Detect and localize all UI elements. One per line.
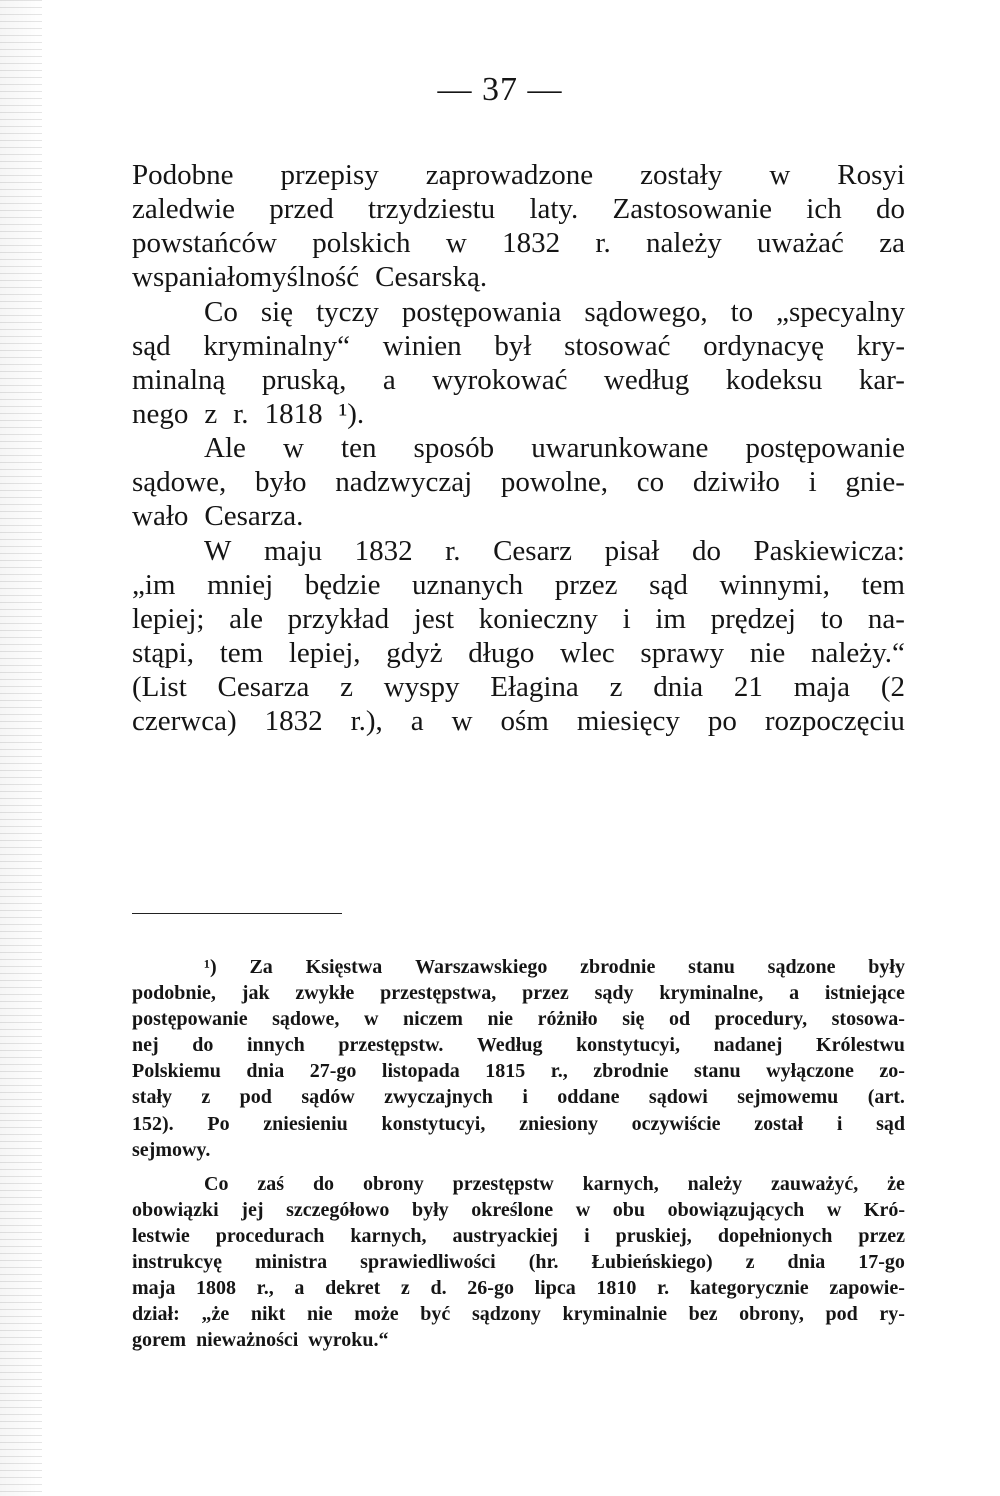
text-line [132, 226, 905, 260]
word: 1832 [502, 227, 561, 260]
text-line [132, 602, 905, 636]
word: r. [233, 397, 249, 430]
word: maja [132, 1277, 176, 1300]
word: Za [249, 956, 273, 978]
word: w [363, 1008, 379, 1031]
word: tem [861, 568, 905, 601]
word: stosowa- [831, 1008, 905, 1031]
word: 1815 [485, 1060, 526, 1083]
word: przepisy [280, 159, 379, 191]
word: dziwiło [692, 466, 780, 499]
word: przed [269, 193, 334, 226]
word: przestępstw [452, 1172, 554, 1195]
word: z [201, 1086, 211, 1109]
footnote-line [132, 1171, 905, 1197]
word: długo [468, 636, 535, 669]
word: sądowi [648, 1086, 708, 1109]
word: po [707, 705, 737, 738]
word: ten [341, 432, 377, 465]
word: kryminalny“ [203, 329, 350, 362]
word: (hr. [528, 1251, 559, 1274]
word: lepiej, [288, 636, 361, 669]
word: (art. [867, 1086, 905, 1109]
word: r. [445, 534, 461, 567]
word: należy [687, 1172, 743, 1195]
word: w [451, 705, 473, 738]
word: powstańców [132, 227, 277, 260]
word: sądzone [767, 956, 836, 978]
word: maju [263, 534, 322, 567]
word: nie [487, 1008, 514, 1031]
word: sprawiedliwości [360, 1251, 496, 1274]
word: nadanej [713, 1034, 783, 1057]
word: pruskiej, [615, 1224, 692, 1247]
word: lipca [534, 1277, 576, 1300]
footnote-line [132, 954, 905, 980]
word: według [603, 363, 690, 396]
word: sposób [413, 432, 495, 465]
word: d. [430, 1277, 447, 1300]
word: zniesiony [519, 1112, 598, 1135]
word: do [875, 193, 905, 226]
word: 1832 [264, 705, 323, 738]
word: zwykłe [295, 982, 355, 1005]
text-line [132, 397, 905, 431]
word: zo- [879, 1060, 905, 1083]
word: zaś [257, 1172, 285, 1195]
word: jej [241, 1198, 264, 1221]
word: istniejące [824, 982, 905, 1005]
word: Podobne [132, 159, 234, 191]
word: należy.“ [810, 636, 905, 669]
footnote-line [132, 1137, 905, 1163]
word: powolne, [500, 466, 608, 499]
word: 1808 [196, 1277, 236, 1300]
word: nie [306, 1303, 333, 1326]
page-number: — 37 — [437, 71, 563, 108]
word: Ale [204, 432, 246, 465]
word: ośm [500, 705, 549, 738]
word: wyłączone [766, 1060, 854, 1083]
word: obrony, [739, 1303, 804, 1326]
word: Paskiewicza: [753, 534, 905, 567]
word: Królestwu [816, 1034, 905, 1057]
word: gnie- [845, 466, 905, 499]
word: „specyalny [776, 295, 905, 328]
footnote-line [132, 1006, 905, 1032]
text-line [132, 431, 905, 465]
word: co [636, 466, 665, 499]
text-line [132, 260, 905, 294]
footnote-gap [132, 1163, 905, 1171]
word: do [691, 534, 721, 567]
word: r. [657, 1277, 670, 1300]
word: sądowe, [132, 466, 227, 499]
word: procedurach [215, 1224, 325, 1247]
footnote-line [132, 1327, 905, 1353]
word: w [769, 159, 791, 191]
word: zaledwie [132, 193, 236, 226]
footnotes [132, 954, 905, 1353]
word: Kró- [863, 1198, 905, 1221]
word: postępowania [401, 295, 562, 328]
text-line [132, 670, 905, 704]
word: Warszawskiego [415, 956, 548, 978]
word: stanu [693, 1060, 741, 1083]
word: polskich [312, 227, 411, 260]
word: nadzwyczaj [335, 466, 473, 499]
word: instrukcyę [132, 1251, 222, 1274]
word: bez [688, 1303, 718, 1326]
word: obowiązujących [667, 1198, 805, 1221]
word: wlec [560, 636, 615, 669]
word: to [820, 602, 844, 635]
word: uznanych [412, 568, 524, 601]
word: wyspy [383, 671, 460, 704]
word: sejmowemu [737, 1086, 839, 1109]
word: kodeksu [725, 363, 823, 396]
text-line [132, 465, 905, 499]
word: pod [239, 1086, 272, 1109]
word: a [789, 982, 800, 1005]
word: zbrodnie [593, 1060, 669, 1083]
word: Księstwa [305, 956, 383, 978]
word: dnia [246, 1060, 285, 1083]
text-line [132, 636, 905, 670]
word: gdyż [386, 636, 443, 669]
word: gorem [132, 1329, 187, 1352]
word: dział: [132, 1303, 180, 1326]
word: dopełnionych [717, 1224, 833, 1247]
word: z [204, 397, 218, 430]
word: wspaniałomyślność [132, 261, 360, 294]
footnote-line [132, 1197, 905, 1223]
word: procedury, [714, 1008, 808, 1031]
word: stały [132, 1086, 172, 1109]
footnote-line [132, 1249, 905, 1275]
word: były [868, 956, 905, 978]
text-line [132, 192, 905, 226]
word: Cesarza [217, 671, 310, 704]
word: postępowanie [132, 1008, 248, 1031]
word: Zastosowanie [612, 193, 773, 226]
word: sąd [649, 568, 688, 601]
word: kryminalne, [659, 982, 764, 1005]
word: ry- [879, 1303, 905, 1326]
word: r. [595, 227, 611, 260]
word: stanu [688, 956, 735, 978]
word: należy [646, 227, 722, 260]
word: ale [229, 602, 263, 635]
word: zbrodnie [580, 956, 656, 978]
word: kar- [858, 363, 905, 396]
word: z [609, 671, 623, 704]
word: że [887, 1172, 905, 1195]
word: z [745, 1251, 755, 1274]
footnote-line [132, 1084, 905, 1110]
word: do [312, 1172, 335, 1195]
word: i [836, 1112, 843, 1135]
word: „że [201, 1303, 230, 1326]
word: austryackiej [452, 1224, 559, 1247]
word: karnych, [350, 1224, 427, 1247]
word: Cesarz [493, 534, 572, 567]
word: r., [550, 1060, 568, 1083]
word: 1810 [596, 1277, 637, 1300]
word: rozpoczęciu [764, 705, 905, 738]
word: nej [132, 1034, 159, 1057]
word: nie [749, 636, 786, 669]
word: ordynacyę [703, 329, 824, 362]
text-line [132, 704, 905, 738]
word: zwyczajnych [384, 1086, 493, 1109]
word: pruską, [261, 363, 347, 396]
word: konstytucyi, [576, 1034, 680, 1057]
word: przestępstw. [338, 1034, 444, 1057]
word: w [445, 227, 467, 260]
word: tem [219, 636, 264, 669]
word: sejmowy. [132, 1138, 211, 1161]
word: w [826, 1198, 842, 1221]
word: może [354, 1303, 399, 1326]
word: w [282, 432, 304, 465]
word: różniło [537, 1008, 598, 1031]
word: stąpi, [132, 636, 195, 669]
word: maja [793, 671, 851, 704]
word: obrony [362, 1172, 424, 1195]
word: Po [207, 1112, 230, 1135]
word: mniej [207, 568, 274, 601]
word: będzie [304, 568, 381, 601]
word: oczywiście [631, 1112, 721, 1135]
word: a [410, 705, 424, 738]
word: im [655, 602, 686, 635]
word: Łubieńskiego) [591, 1251, 713, 1274]
word: i [522, 1086, 528, 1109]
word: ¹). [338, 397, 365, 430]
word: a [294, 1277, 305, 1300]
word: przykład [287, 602, 390, 635]
footnote-line [132, 980, 905, 1006]
word: był [494, 329, 532, 362]
word: i [622, 602, 631, 635]
word: r., [256, 1277, 274, 1300]
word: Ełagina [490, 671, 579, 704]
word: się [622, 1008, 645, 1031]
footnote-line [132, 1032, 905, 1058]
word: 27-go [309, 1060, 357, 1083]
word: z [340, 671, 353, 704]
footnote-line [132, 1111, 905, 1137]
word: konieczny [478, 602, 598, 635]
word: i [808, 466, 817, 499]
word: to [730, 295, 754, 328]
word: stosować [564, 329, 671, 362]
word: Polskiemu [132, 1060, 221, 1083]
word: za [879, 227, 905, 260]
word: tyczy [316, 295, 379, 328]
word: sprawy [640, 636, 725, 669]
word: został [754, 1112, 804, 1135]
word: 17-go [858, 1251, 905, 1274]
word: być [420, 1303, 451, 1326]
word: lepiej; [132, 602, 205, 635]
word: winnymi, [719, 568, 830, 601]
word: pod [825, 1303, 858, 1326]
word: minalną [132, 363, 226, 396]
main-text [132, 158, 905, 738]
word: ich [806, 193, 842, 226]
word: nego [132, 397, 189, 430]
word: innych [246, 1034, 305, 1057]
word: sąd [876, 1112, 905, 1135]
word: Według [476, 1034, 543, 1057]
word: 21 [733, 671, 763, 704]
word: (List [132, 671, 187, 704]
word: Rosyi [837, 159, 905, 191]
word: 1818 [264, 397, 323, 430]
word: wyroku.“ [308, 1329, 389, 1352]
word: były [411, 1198, 449, 1221]
footnote-divider [132, 913, 342, 914]
word: ministra [254, 1251, 328, 1274]
word: karnych, [582, 1172, 659, 1195]
word: dnia [653, 671, 704, 704]
word: Co [204, 1172, 229, 1195]
word: dnia [787, 1251, 826, 1274]
word: nikt [250, 1303, 286, 1326]
word: laty. [529, 193, 579, 226]
word: postępowanie [745, 432, 905, 465]
word: konstytucyi, [381, 1112, 486, 1135]
word: od [668, 1008, 691, 1031]
word: kry- [856, 329, 905, 362]
word: obu [612, 1198, 645, 1221]
text-line [132, 295, 905, 329]
word: sądy [594, 982, 634, 1005]
word: szczegółowo [286, 1198, 390, 1221]
text-line [132, 534, 905, 568]
word: przez [554, 568, 618, 601]
word: dekret [325, 1277, 381, 1300]
word: nieważności [196, 1329, 299, 1352]
word: listopada [381, 1060, 460, 1083]
word: pisał [604, 534, 660, 567]
word: podobnie, [132, 982, 216, 1005]
word: zniesieniu [263, 1112, 348, 1135]
text-line [132, 568, 905, 602]
word: było [254, 466, 307, 499]
text-line [132, 329, 905, 363]
word: sądów [301, 1086, 355, 1109]
word: Cesarza. [204, 500, 304, 533]
word: „im [132, 568, 176, 601]
word: czerwca) [132, 705, 237, 738]
word: przez [522, 982, 569, 1005]
word: ¹) [204, 956, 217, 978]
word: 152). [132, 1112, 174, 1135]
word: niczem [402, 1008, 463, 1031]
word: zapowie- [829, 1277, 905, 1300]
word: Cesarską. [375, 261, 488, 294]
word: 26-go [467, 1277, 514, 1300]
word: kategorycznie [689, 1277, 809, 1300]
word: i [584, 1224, 590, 1247]
word: W [204, 534, 232, 567]
word: wało [132, 500, 189, 533]
word: sąd [132, 329, 171, 362]
word: do [192, 1034, 214, 1057]
word: miesięcy [576, 705, 680, 738]
word: z [400, 1277, 410, 1300]
word: przestępstwa, [380, 982, 497, 1005]
word: zaprowadzone [425, 159, 594, 191]
word: zostały [640, 159, 723, 191]
word: kryminalnie [562, 1303, 667, 1326]
word: 1832 [354, 534, 413, 567]
word: wyrokować [432, 363, 568, 396]
word: zauważyć, [771, 1172, 859, 1195]
word: r.), [350, 705, 383, 738]
word: się [260, 295, 294, 328]
word: a [382, 363, 396, 396]
word: winien [382, 329, 462, 362]
word: obowiązki [132, 1198, 219, 1221]
word: sądzony [471, 1303, 541, 1326]
text-line [132, 158, 905, 192]
text-line [132, 363, 905, 397]
word: oddane [557, 1086, 620, 1109]
word: określone [471, 1198, 554, 1221]
word: na- [867, 602, 905, 635]
word: sądowego, [584, 295, 708, 328]
text-line [132, 499, 905, 533]
word: uważać [756, 227, 844, 260]
word: jest [413, 602, 455, 635]
word: trzydziestu [367, 193, 496, 226]
footnote-line [132, 1223, 905, 1249]
word: (2 [880, 671, 905, 704]
word: w [575, 1198, 591, 1221]
word: Co [204, 295, 238, 328]
word: jak [241, 982, 270, 1005]
word: uwarunkowane [531, 432, 709, 465]
word: przez [858, 1224, 905, 1247]
word: prędzej [710, 602, 796, 635]
word: lestwie [132, 1224, 190, 1247]
scanned-page-edge [0, 0, 42, 1496]
footnote-line [132, 1301, 905, 1327]
word: sądowe, [272, 1008, 340, 1031]
footnote-line [132, 1058, 905, 1084]
footnote-line [132, 1275, 905, 1301]
